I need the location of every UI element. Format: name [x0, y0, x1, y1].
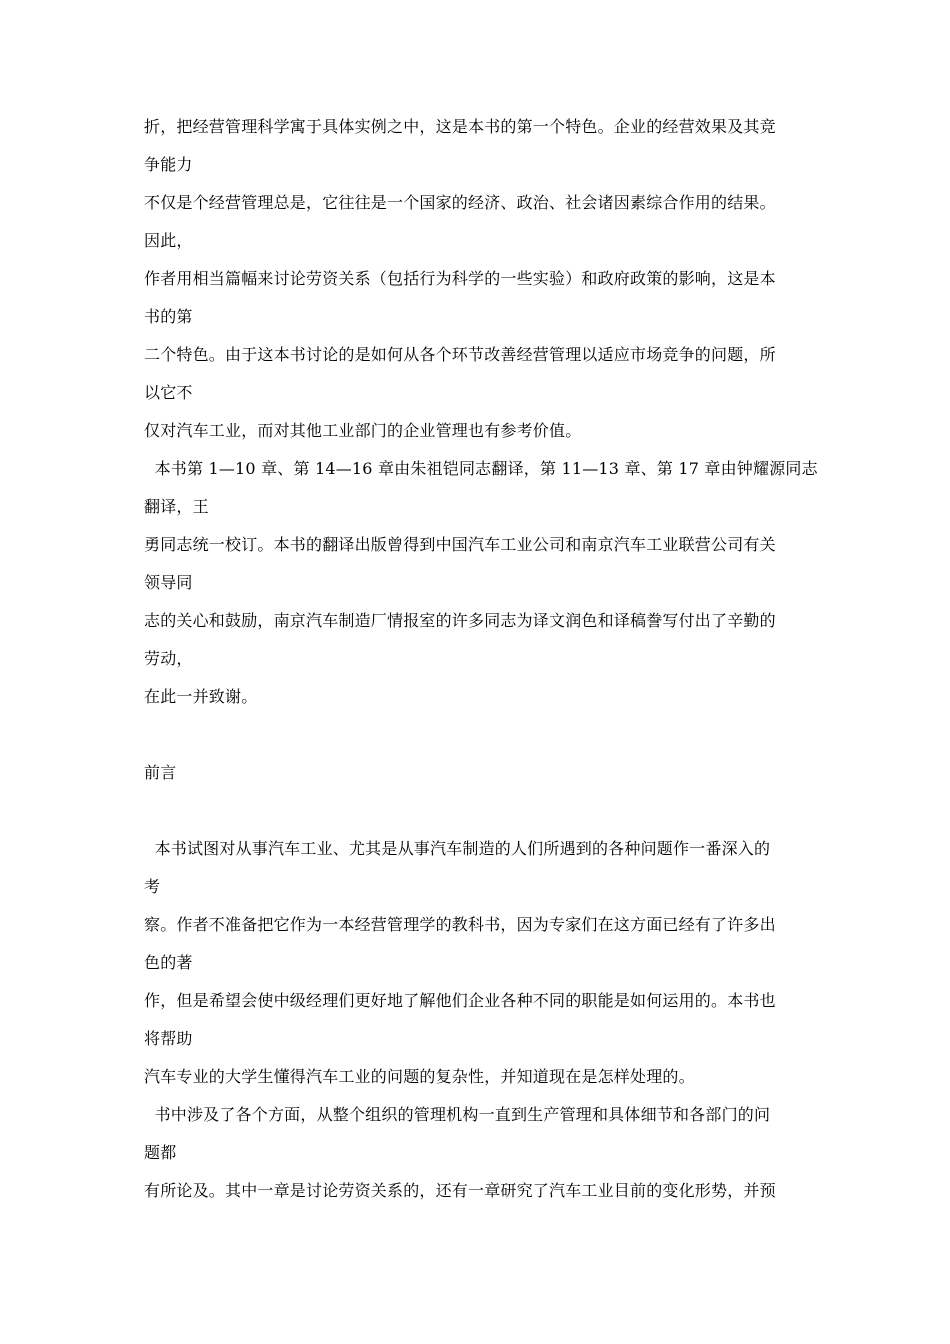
- text-line: 书的第: [144, 307, 193, 326]
- text-line: 志的关心和鼓励，南京汽车制造厂情报室的许多同志为译文润色和译稿誊写付出了辛勤的: [144, 611, 776, 630]
- text-line: 翻译，王: [144, 497, 209, 516]
- text-line: 有所论及。其中一章是讨论劳资关系的，还有一章研究了汽车工业目前的变化形势，并预: [144, 1181, 776, 1200]
- text-line: 书中涉及了各个方面，从整个组织的管理机构一直到生产管理和具体细节和各部门的问: [144, 1105, 771, 1124]
- text-line: 考: [144, 877, 161, 896]
- text-line: 作者用相当篇幅来讨论劳资关系（包括行为科学的一些实验）和政府政策的影响，这是本: [144, 269, 776, 288]
- text-line: 察。作者不准备把它作为一本经营管理学的教科书，因为专家们在这方面已经有了许多出: [144, 915, 776, 934]
- text-line: 色的著: [144, 953, 193, 972]
- text-line: 二个特色。由于这本书讨论的是如何从各个环节改善经营管理以适应市场竞争的问题，所: [144, 345, 776, 364]
- text-line: 仅对汽车工业，而对其他工业部门的企业管理也有参考价值。: [144, 421, 582, 440]
- text-line: 领导同: [144, 573, 193, 592]
- section-heading: 前言: [144, 763, 177, 782]
- text-line: 本书第 1—10 章、第 14—16 章由朱祖铠同志翻译，第 11—13 章、第 17 章由钟耀源同志: [144, 459, 818, 478]
- text-line: 折，把经营管理科学寓于具体实例之中，这是本书的第一个特色。企业的经营效果及其竞: [144, 117, 776, 136]
- text-line: 题都: [144, 1143, 177, 1162]
- text-line: 在此一并致谢。: [144, 687, 258, 706]
- text-line: 因此，: [144, 231, 193, 250]
- text-line: 以它不: [144, 383, 193, 402]
- text-line: 不仅是个经营管理总是，它往往是一个国家的经济、政治、社会诸因素综合作用的结果。: [144, 193, 776, 212]
- text-line: 争能力: [144, 155, 193, 174]
- text-line: 勇同志统一校订。本书的翻译出版曾得到中国汽车工业公司和南京汽车工业联营公司有关: [144, 535, 776, 554]
- text-line: 劳动，: [144, 649, 193, 668]
- text-line: 作，但是希望会使中级经理们更好地了解他们企业各种不同的职能是如何运用的。本书也: [144, 991, 776, 1010]
- text-line: 本书试图对从事汽车工业、尤其是从事汽车制造的人们所遇到的各种问题作一番深入的: [144, 839, 771, 858]
- text-line: 将帮助: [144, 1029, 193, 1048]
- text-line: 汽车专业的大学生懂得汽车工业的问题的复杂性，并知道现在是怎样处理的。: [144, 1067, 695, 1086]
